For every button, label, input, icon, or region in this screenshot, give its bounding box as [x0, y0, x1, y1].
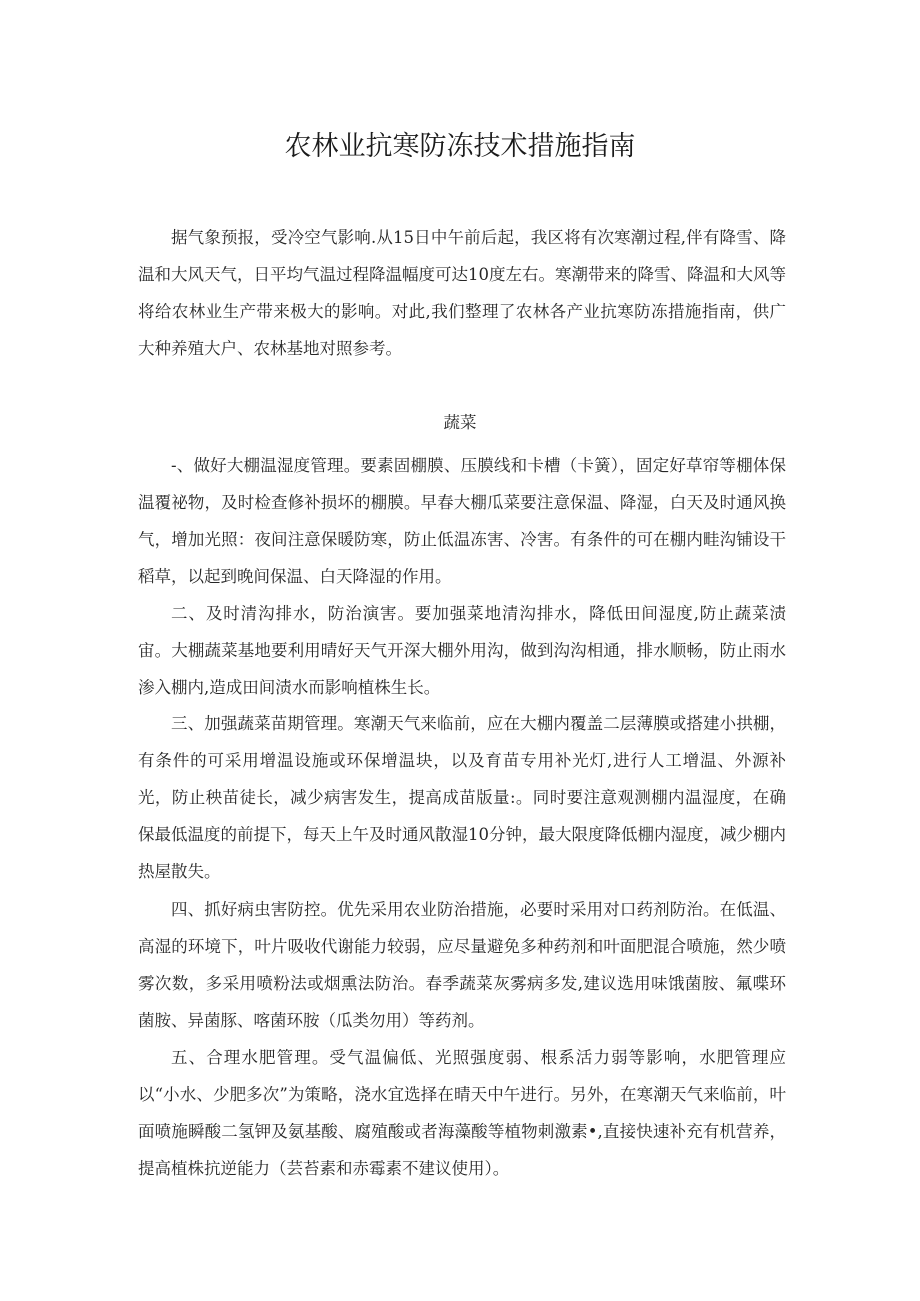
page-title: 农林业抗寒防冻技术措施指南 [284, 131, 636, 162]
paragraph-4: 四、抓好病虫害防控。优先采用农业防治措施，必要时采用对口药剂防治。在低温、高湿的环境下，叶片吸收代谢能力较弱，应尽量避免多种药剂和叶面肥混合喷施，然少喷雾次数，多采用喷粉法或烟熏法防治。春季蔬菜灰雾病多发,建议选用味饿菌胺、氟喋环菌胺、异菌豚、喀菌环胺（瓜类勿用）等药剂。 [138, 900, 786, 1030]
intro-paragraph: 据气象预报，受冷空气影响.从15日中午前后起，我区将有次寒潮过程,伴有降雪、降温和大风天气，日平均气温过程降温幅度可达10度左右。寒潮带来的降雪、降温和大风等将给农林业生产带来极大的影响。对此,我们整理了农林各产业抗寒防冻措施指南，供广大种养殖大户、农林基地对照参考。 [138, 228, 786, 358]
section-heading: 蔬菜 [443, 413, 477, 432]
paragraph-1: -、做好大棚温湿度管理。要素固棚膜、压膜线和卡槽（卡簧），固定好草帘等棚体保温覆祕物，及时检查修补损坏的棚膜。早春大棚瓜菜要注意保温、降湿，白天及时通风换气，增加光照：夜间注意保暖防寒，防止低温冻害、冷害。有条件的可在棚内畦沟铺设干稻草，以起到晚间保温、白天降湿的作用。 [138, 456, 786, 586]
paragraph-3: 三、加强蔬菜苗期管理。寒潮天气来临前，应在大棚内覆盖二层薄膜或搭建小拱棚，有条件的可采用增温设施或环保增温块，以及育苗专用补光灯,进行人工增温、外源补光，防止秧苗徒长，减少病害发生，提高成苗版量:。同时要注意观测棚内温湿度，在确保最低温度的前提下，每天上午及时通风散湿10分钟，最大限度降低棚内湿度，减少棚内热屋散失。 [138, 714, 786, 881]
paragraph-5: 五、合理水肥管理。受气温偏低、光照强度弱、根系活力弱等影响，水肥管理应以“小水、少肥多次”为策略，浇水宜选择在晴天中午进行。另外，在寒潮天气来临前，叶面喷施瞬酸二氢钾及氨基酸、腐殖酸或者海藻酸等植物刺激素•,直接快速补充有机营养，提高植株抗逆能力（芸苔素和赤霉素不建议使用）。 [138, 1048, 786, 1178]
paragraph-2: 二、及时清沟排水，防治演害。要加强菜地清沟排水，降低田间湿度,防止蔬菜渍宙。大棚蔬菜基地要利用晴好天气开深大棚外用沟，做到沟沟相通，排水顺畅，防止雨水渗入棚内,造成田间渍水而影响植株生长。 [138, 604, 786, 697]
